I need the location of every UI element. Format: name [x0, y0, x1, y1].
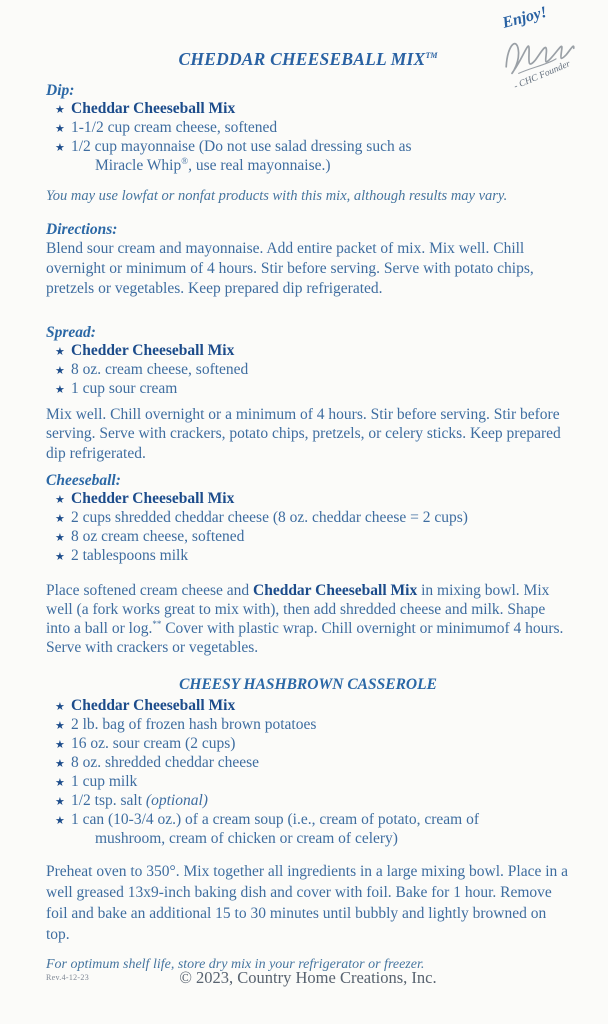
text-segment: Cheddar Cheeseball Mix	[71, 99, 236, 117]
text-segment: 2 cups shredded cheddar cheese (8 oz. cheddar cheese = 2 cups)	[71, 509, 468, 527]
lowfat-note: You may use lowfat or nonfat products with this mix, although results may vary.	[46, 187, 508, 204]
founder-label: - CHC Founder	[512, 59, 572, 92]
text-segment: **	[152, 619, 162, 630]
text-segment: mushroom, cream of chicken or cream of celery)	[95, 830, 398, 848]
ingredient-text	[71, 509, 468, 526]
star-bullet-icon: ★	[55, 494, 65, 507]
star-bullet-icon: ★	[55, 364, 65, 377]
text-segment: 1 cup sour cream	[71, 379, 178, 397]
star-bullet-icon: ★	[55, 122, 65, 135]
star-bullet-icon: ★	[55, 720, 65, 733]
directions-body: Blend sour cream and mayonnaise. Add entire packet of mix. Mix well. Chill overnight or minimum of 4 hours. Stir before serving. Serve with potato chips, pretzels or vegetables. Keep prepared dip refrigerated.	[46, 239, 534, 297]
text-segment: (optional)	[145, 792, 208, 810]
ingredient-text	[71, 100, 235, 117]
casserole-heading: CHEESY HASHBROWN CASSEROLE	[179, 676, 437, 694]
star-bullet-icon: ★	[55, 513, 65, 526]
ingredient-text	[71, 138, 412, 155]
text-segment: , use real mayonnaise.)	[188, 156, 331, 174]
ingredient-text	[71, 490, 234, 507]
ingredient-item	[55, 811, 570, 848]
text-segment: Cheddar Cheeseball Mix	[253, 582, 418, 600]
ingredient-item	[55, 547, 570, 566]
star-bullet-icon: ★	[55, 777, 65, 790]
ingredient-item	[55, 697, 570, 716]
ingredient-text	[71, 716, 316, 733]
section-spread	[46, 323, 570, 464]
ingredient-text	[71, 528, 244, 545]
star-bullet-icon: ★	[55, 141, 65, 154]
ingredient-text	[71, 754, 259, 771]
copyright-line: © 2023, Country Home Creations, Inc.	[179, 968, 437, 987]
ingredient-item	[55, 100, 570, 119]
text-segment: 2 tablespoons milk	[71, 547, 189, 565]
directions-heading: Directions:	[46, 220, 118, 238]
ingredient-text	[71, 119, 277, 136]
ingredient-continuation	[55, 830, 570, 848]
text-segment: Chedder Cheeseball Mix	[71, 490, 235, 508]
star-bullet-icon: ★	[55, 739, 65, 752]
trademark-symbol: TM	[425, 51, 438, 60]
page-title-text: CHEDDAR CHEESEBALL MIX	[178, 48, 426, 69]
star-bullet-icon: ★	[55, 345, 65, 358]
ingredient-item	[55, 773, 570, 792]
dip-ingredient-list	[46, 100, 570, 175]
ingredient-text	[71, 792, 208, 809]
ingredient-text	[71, 773, 137, 790]
section-cheeseball	[46, 471, 570, 657]
spread-heading: Spread:	[46, 323, 96, 341]
ingredient-text	[71, 735, 235, 752]
text-segment: Cheddar Cheeseball Mix	[71, 697, 236, 715]
star-bullet-icon: ★	[55, 758, 65, 771]
ingredient-item	[55, 509, 570, 528]
text-segment: Miracle Whip	[95, 156, 182, 174]
star-bullet-icon: ★	[55, 532, 65, 545]
section-directions	[46, 220, 570, 299]
star-bullet-icon: ★	[55, 701, 65, 714]
ingredient-item	[55, 792, 570, 811]
section-casserole	[46, 675, 570, 945]
ingredient-text	[71, 811, 479, 828]
ingredient-item	[55, 342, 570, 361]
text-segment: 2 lb. bag of frozen hash brown potatoes	[71, 716, 317, 734]
casserole-body: Preheat oven to 350°. Mix together all ingredients in a large mixing bowl. Place in a well greased 13x9-inch baking dish and cover with foil. Bake for 1 hour. Remove foil and bake an additional 15 to 30 minutes until bubbly and lightly browned on top.	[46, 863, 569, 944]
star-bullet-icon: ★	[55, 815, 65, 828]
shelf-life-note: For optimum shelf life, store dry mix in your refrigerator or freezer.	[46, 957, 425, 973]
enjoy-label: Enjoy!	[500, 3, 549, 32]
text-segment: Cover with plastic wrap. Chill overnight or minimumof 4 hours. Serve with crackers or vegetables.	[46, 620, 564, 657]
text-segment: Chedder Cheeseball Mix	[71, 341, 235, 359]
revision-label: Rev.4-12-23	[46, 973, 89, 982]
cheeseball-body	[46, 581, 570, 657]
text-segment: 16 oz. sour cream (2 cups)	[71, 735, 236, 753]
ingredient-text	[71, 547, 188, 564]
spread-body: Mix well. Chill overnight or a minimum of 4 hours. Stir before serving. Stir before serving. Serve with crackers, potato chips, pretzels, or celery sticks. Keep prepared dip refrigerated.	[46, 405, 561, 462]
text-segment: 8 oz. cream cheese, softened	[71, 360, 249, 378]
star-bullet-icon: ★	[55, 551, 65, 564]
casserole-ingredient-list	[46, 697, 570, 848]
text-segment: ®	[181, 155, 189, 166]
ingredient-item	[55, 380, 570, 399]
text-segment: 1 can (10-3/4 oz.) of a cream soup (i.e., cream of potato, cream of	[71, 811, 479, 829]
ingredient-text	[71, 342, 234, 359]
ingredient-item	[55, 361, 570, 380]
star-bullet-icon: ★	[55, 383, 65, 396]
ingredient-text	[71, 380, 177, 397]
ingredient-item	[55, 735, 570, 754]
ingredient-item	[55, 716, 570, 735]
ingredient-item	[55, 528, 570, 547]
ingredient-item	[55, 754, 570, 773]
text-segment: 1/2 cup mayonnaise (Do not use salad dressing such as	[71, 137, 412, 155]
text-segment: 1-1/2 cup cream cheese, softened	[71, 118, 278, 136]
cheeseball-ingredient-list	[46, 490, 570, 566]
text-segment: 8 oz cream cheese, softened	[71, 528, 245, 546]
founder-signature-block	[466, 0, 600, 98]
ingredient-text	[71, 697, 235, 714]
dip-heading: Dip:	[46, 81, 75, 99]
footer	[46, 965, 570, 991]
text-segment: 1/2 tsp. salt	[71, 792, 146, 810]
ingredient-item	[55, 138, 570, 175]
text-segment: 1 cup milk	[71, 773, 138, 791]
star-bullet-icon: ★	[55, 796, 65, 809]
ingredient-item	[55, 119, 570, 138]
ingredient-continuation	[55, 157, 570, 175]
cheeseball-heading: Cheeseball:	[46, 472, 121, 490]
ingredient-text	[71, 361, 248, 378]
text-segment: in mixing bowl. Mix well (a fork works great to mix with), then add shredded cheese and milk. Shape into a ball or log.	[46, 582, 550, 638]
spread-ingredient-list	[46, 342, 570, 399]
text-segment: 8 oz. shredded cheddar cheese	[71, 754, 260, 772]
star-bullet-icon: ★	[55, 103, 65, 116]
ingredient-item	[55, 490, 570, 509]
text-segment: Place softened cream cheese and	[46, 582, 253, 600]
